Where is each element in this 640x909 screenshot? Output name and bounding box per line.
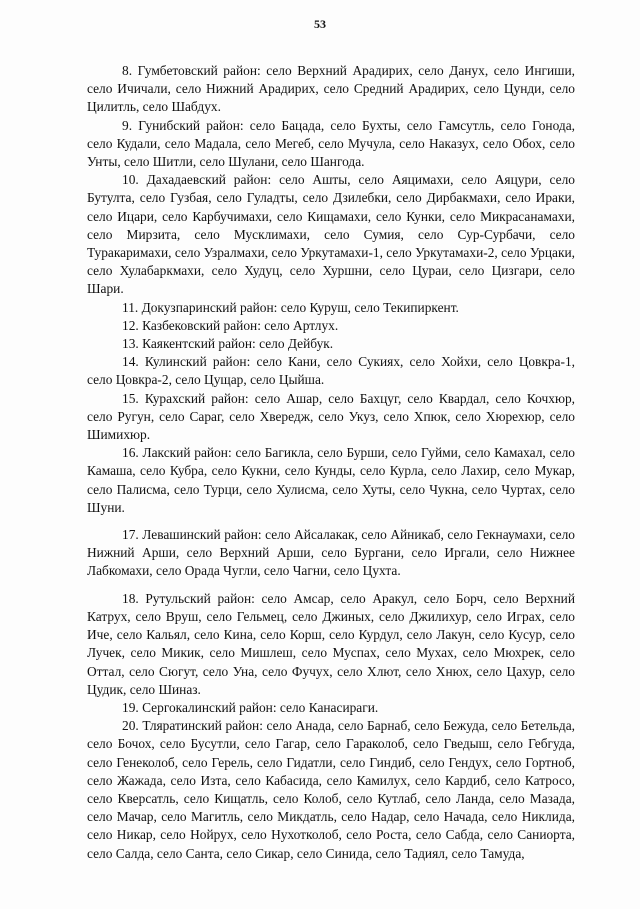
paragraph-kulinsky: 14. Кулинский район: село Кани, село Сукиях, село Хойхи, село Цовкра-1, село Цовкра-2, село Цущар, село Цыйша. <box>87 354 575 388</box>
paragraph-sergokalinsky: 19. Сергокалинский район: село Канасираги. <box>122 699 379 715</box>
paragraph-gunibsky: 9. Гунибский район: село Бацада, село Бухты, село Гамсутль, село Гонода, село Кудали, село Мадала, село Мегеб, село Мучула, село Наказух, село Обох, село Унты, село Шитли, село Шулани, село Шангода. <box>87 117 575 170</box>
paragraph-dakhadaevsky: 10. Дахадаевский район: село Ашты, село Аяцимахи, село Аяцури, село Бутулта, село Гузбая, село Гуладты, село Дзилебки, село Дирбакмахи, село Ираки, село Ицари, село Карбучимахи, село Кищамахи, село Кунки, село Микрасанамахи, село Мирзита, село Мусклимахи, село Сумия, село Сур-Сурбачи, село Туракаримахи, село Узралмахи, село Уркутамахи-1, село Уркутамахи-2, село Урцаки, село Хулабаркмахи, село Худуц, село Хуршни, село Цураи, село Цизгари, село Шари. <box>87 172 575 297</box>
paragraph-tlyaratinsky: 20. Тляратинский район: село Анада, село Барнаб, село Бежуда, село Бетельда, село Бочох, село Бусутли, село Гагар, село Гараколоб, село Гведыш, село Гебгуда, село Генеколоб, село Герель, село Гидатли, село Гиндиб, село Гендух, село Гортноб, село Жажада, село Изта, село Кабасида, село Камилух, село Кардиб, село Катросо, село Кверсатль, село Кищатль, село Колоб, село Кутлаб, село Ланда, село Мазада, село Мачар, село Магитль, село Микдатль, село Надар, село Начада, село Никлида, село Никар, село Нойрух, село Нухотколоб, село Роста, село Сабда, село Саниорта, село Салда, село Санта, село Сикар, село Синида, село Тадиял, село Тамуда, <box>87 718 575 861</box>
paragraph-rutulsky: 18. Рутульский район: село Амсар, село Аракул, село Борч, село Верхний Катрух, село Вруш, село Гельмец, село Джиных, село Джилихур, село Играх, село Иче, село Кальял, село Кина, село Корш, село Курдул, село Лакун, село Кусур, село Лучек, село Микик, село Мишлеш, село Муспах, село Мухах, село Мюхрек, село Оттал, село Сюгут, село Уна, село Фучух, село Хлют, село Хнюх, село Цахур, село Цудик, село Шиназ. <box>87 590 575 697</box>
document-body <box>87 62 575 863</box>
paragraph-kazbekovsky: 12. Казбековский район: село Артлух. <box>122 317 339 333</box>
page-number: 53 <box>314 17 326 31</box>
paragraph-dokuzparinsky: 11. Докузпаринский район: село Куруш, село Текипиркент. <box>122 299 459 315</box>
paragraph-levashinsky: 17. Левашинский район: село Айсалакак, село Айникаб, село Гекнаумахи, село Нижний Арши, село Верхний Арши, село Бургани, село Иргали, село Нижнее Лабкомахи, село Орада Чугли, село Чагни, село Цухта. <box>87 527 575 579</box>
paragraph-laksky: 16. Лакский район: село Багикла, село Бурши, село Гуйми, село Камахал, село Камаша, село Кубра, село Кукни, село Кунды, село Курла, село Лахир, село Мукар, село Палисма, село Турци, село Хулисма, село Хуты, село Чукна, село Чуртах, село Шуни. <box>87 445 575 515</box>
paragraph-kayakentsky: 13. Каякентский район: село Дейбук. <box>122 336 334 352</box>
paragraph-gumbetovsky: 8. Гумбетовский район: село Верхний Арадирих, село Данух, село Ингиши, село Ичичали, село Нижний Арадирих, село Средний Арадирих, село Цунди, село Цилитль, село Шабдух. <box>87 63 575 115</box>
paragraph-kurakhsky: 15. Курахский район: село Ашар, село Бахцуг, село Квардал, село Кочхюр, село Ругун, село Сараг, село Хвередж, село Укуз, село Хпюк, село Хюрехюр, село Шимихюр. <box>87 390 575 443</box>
